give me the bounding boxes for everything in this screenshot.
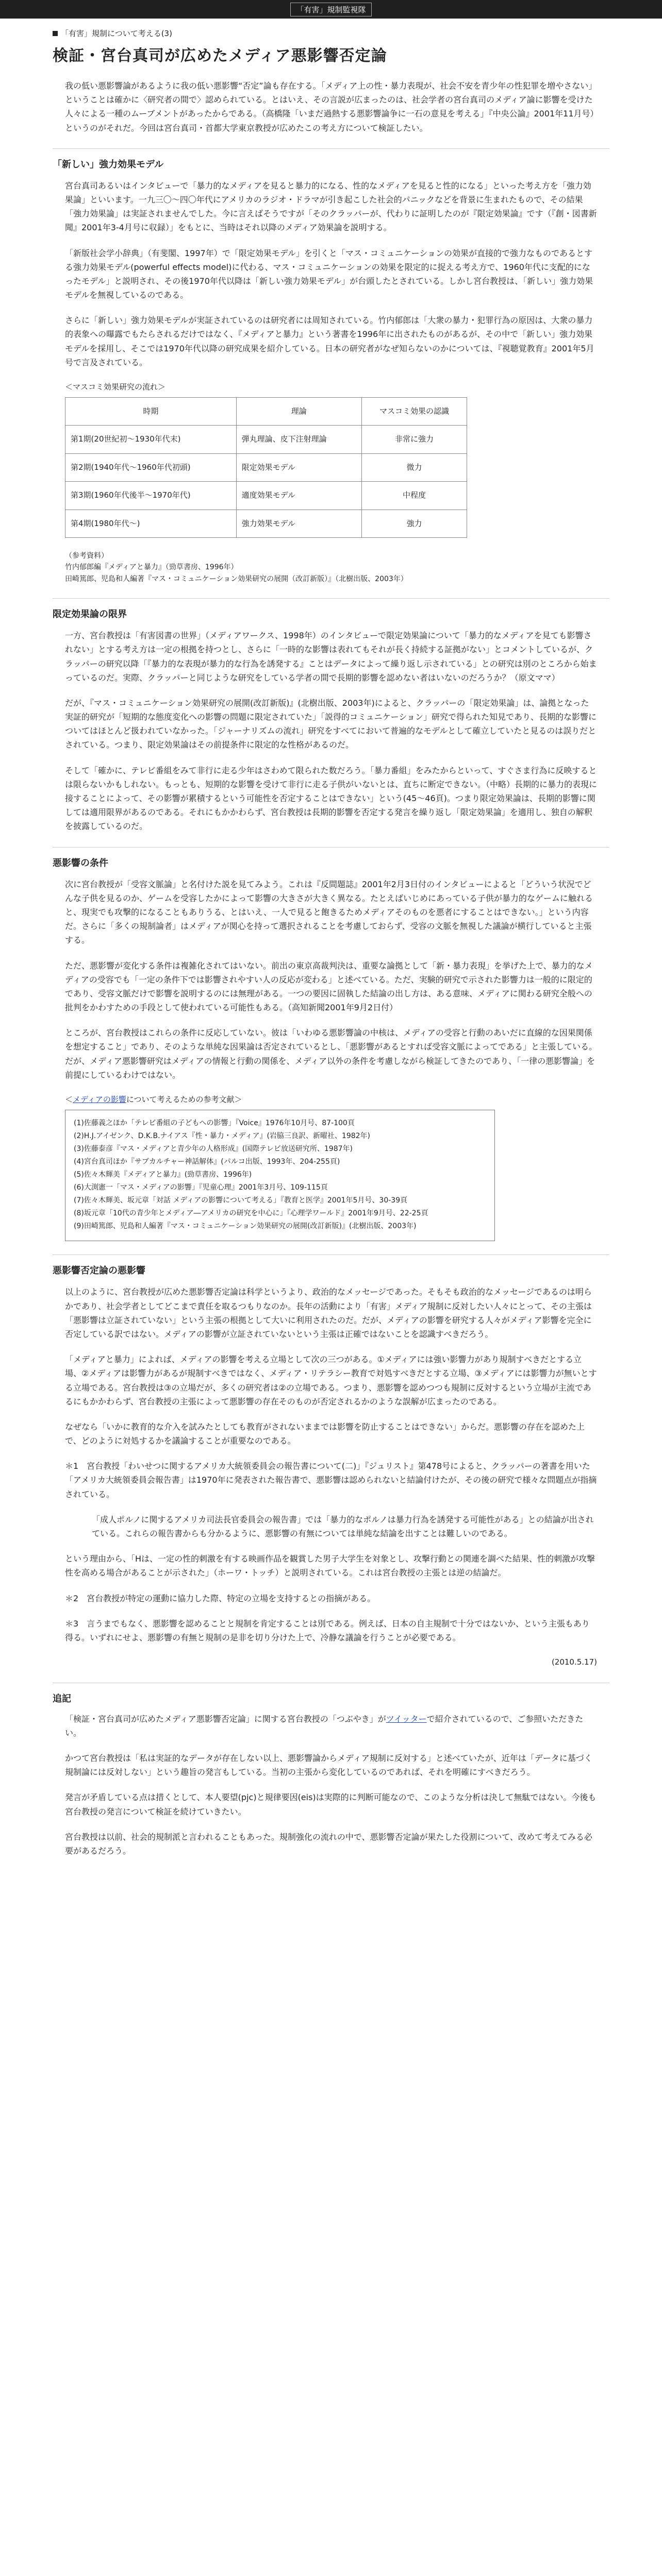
reference-item: (8)坂元章「10代の青少年とメディア―アメリカの研究を中心に」『心理学ワールド』2001年9月号、22-25頁 — [74, 1209, 428, 1218]
table-cell: 非常に強力 — [361, 426, 467, 454]
twitter-link[interactable]: ツイッター — [386, 1714, 427, 1724]
site-tag-link[interactable]: 「有害」規制監視隊 — [290, 3, 371, 16]
table-row — [65, 453, 467, 482]
references — [65, 550, 597, 585]
table-cell: 中程度 — [361, 482, 467, 510]
reference-item: (3)佐藤泰彦『マス・メディアと青少年の人格形成』(国際テレビ放送研究所、1987年) — [74, 1144, 353, 1153]
reference-item: (6)大渕憲一「マス・メディアの影響」『児童心理』2001年3月号、109-115頁 — [74, 1183, 328, 1192]
section-heading: 「新しい」強力効果モデル — [53, 159, 164, 170]
footnote: ＊3 言うまでもなく、悪影響を認めることと規制を肯定することは別である。例えば、日本の自主規制で十分ではないか、という主張もあり得る。いずれにせよ、悪影響の有無と規制の是非を切り分けた上で、冷静な議論を行うことが必要である。 — [65, 1618, 590, 1642]
paragraph: 宮台真司あるいはインタビューで「暴力的なメディアを見ると暴力的になる、性的なメディアを見ると性的になる」といった考え方を「強力効果論」といいます。一九三〇〜四〇年代にアメリカのラジオ・ドラマが引き起こした社会的パニックなどを背景に生まれたもので、その結果「強力効果論」は実証されませんでした。今に言えばそうですが「そのクラッパーが、代わりに証明したのが『限定効果論』です（『創・図書新聞』2001年3-4月号に収録）」をもとに、当時はそれ以降のメディア効果論を説明する。 — [65, 180, 597, 233]
table-cell: 第3期(1960年代後半〜1970年代) — [65, 482, 237, 510]
table-header-row — [65, 397, 467, 426]
table-cell: 弾丸理論、皮下注射理論 — [236, 426, 361, 454]
paragraph: なぜなら「いかに教育的な介入を試みたとしても教育がされないままでは影響を防止することはできない」からだ。悪影響の存在を認めた上で、どのように対処するかを議論することが重要なのである。 — [65, 1421, 585, 1446]
reference-item: (5)佐々木輝美『メディアと暴力』(勁草書房、1996年) — [74, 1170, 252, 1179]
paragraph: 「新版社会学小辞典」（有斐閣、1997年）で「限定効果モデル」を引くと「マス・コミュニケーションの効果が直接的で強力なものであるとする強力効果モデル(powerful effects model)に代わる、マス・コミュニケーションの効果を限定的に捉える考え方で、1960年代に支配的になったモデル」と説明され、その後1970年代以降は「新しい強力効果モデル」が台頭したとされている。しかし宮台教授は、「新しい」強力効果モデルを無視しているのである。 — [65, 248, 593, 300]
reference-item: (4)宮台真司ほか『サブカルチャー神話解体』(パルコ出版、1993年、204-255頁) — [74, 1157, 340, 1166]
footnote: ＊2 宮台教授が特定の運動に協力した際、特定の立場を支持するとの指摘がある。 — [65, 1593, 376, 1603]
table-cell: 強力効果モデル — [236, 510, 361, 538]
section-heading: 悪影響の条件 — [53, 857, 108, 869]
paragraph: だが、『マス・コミュニケーション効果研究の展開(改訂新版)』(北樹出版、2003年)によると、クラッパーの「限定効果論」は、論拠となった実証的研究が「短期的な態度変化への影響の問題に限定されていた」「説得的コミュニケーション」研究で得られた知見であり、長期的な影響についてはほとんど扱われていなかった。「ジャーナリズムの流れ」研究をすべてにおいて普遍的なモデルとして確立していたと見るのは誤りだとされている。つまり、限定効果論はその前提条件に限定的な性格があるのだ。 — [65, 698, 597, 750]
intro-paragraph: 我の低い悪影響論があるように我の低い悪影響“否定”論も存在する。「メディア上の性・暴力表現が、社会不安を青少年の性犯罪を増やさない」ということは確かに〈研究者の間で〉認められている。とはいえ、その言説が広まったのは、社会学者の宮台真司のメディア論に影響を受けた人々による一種のムーブメントがあったからである。（高橋隆「いまだ過熱する悪影響論争に一石の意見を考える」『中央公論』2001年11月号）というのがそれだ。今回は宮台真司・首都大学東京教授が広めたこの考え方について検証したい。 — [65, 81, 597, 133]
media-influence-link[interactable]: メディアの影響 — [73, 1095, 126, 1105]
paragraph: 発言が矛盾している点は措くとして、本人要望(pjc)と規律要因(eis)は実際的に判断可能なので、このような分析は決して無駄ではない。今後も宮台教授の発言について検証を続けていきたい。 — [65, 1792, 597, 1817]
table-cell: 適度効果モデル — [236, 482, 361, 510]
paragraph: 一方、宮台教授は「有害図書の世界」（メディアワークス、1998年）のインタビューで限定効果論について「暴力的なメディアを見ても影響されない」とする考え方は一定の根拠を持つとし、さらに「一時的な影響は表れてもそれが長く持続する証拠がない」とコメントしているが、クラッパーの研究以降「『暴力的な表現が暴力的な行為を誘発する』ことはデータによって繰り返し示されている」との研究は別のところから始まっているのだ。実際、クラッパーと同じような研究をしている学者の間で長期的影響を認めない者はいないのだろうか？（原文ママ） — [65, 631, 597, 683]
reference-item: (9)田崎篤郎、児島和人編著『マス・コミュニケーション効果研究の展開(改訂新版)』(北樹出版、2003年) — [74, 1222, 417, 1231]
table-cell: 強力 — [361, 510, 467, 538]
paragraph: 「メディアと暴力」によれば、メディアの影響を考える立場として次の三つがある。①メディアには強い影響力があり規制すべきだとする立場、②メディアは影響力があるが規制すべきではなく、メディア・リテラシー教育で対処すべきだとする立場、③メディアには影響力が無いとする立場である。宮台教授は③の立場だが、多くの研究者は②の立場である。つまり、悪影響を認めつつも規制に反対するという立場が主流であるにもかかわらず、宮台教授の主張によって悪影響の存在そのものが否定されるかのような誤解が広まったのである。 — [65, 1354, 597, 1406]
section-heading: 限定効果論の限界 — [53, 609, 127, 620]
table-row — [65, 482, 467, 510]
table-caption: ＜マスコミ効果研究の流れ＞ — [65, 382, 166, 392]
table-cell: 限定効果モデル — [236, 453, 361, 482]
table-cell: 微力 — [361, 453, 467, 482]
paragraph: ところが、宮台教授はこれらの条件に反応していない。彼は「いわゆる悪影響論の中核は、メディアの受容と行動のあいだに直線的な因果関係を想定すること」であり、そのような単純な因果論は否定されているとし、「悪影響があるとすれば受容文脈によってである」と主張している。だが、メディア悪影響研究はメディアの情報と行動の関係を、メディア以外の条件を考慮しながら検証してきたのであり、「一律の悪影響論」を前提にしているわけではない。 — [65, 1028, 598, 1080]
section-conditions — [53, 847, 609, 1242]
post-date: (2010.5.17) — [551, 1657, 597, 1667]
reference-item: 竹内郁郎編『メディアと暴力』（勁草書房、1996年） — [65, 563, 238, 572]
table-cell: 第1期(20世紀初〜1930年代末) — [65, 426, 237, 454]
section-limited-effects — [53, 598, 609, 833]
table-header: マスコミ効果の認識 — [361, 397, 467, 426]
paragraph: 宮台教授は以前、社会的規制派と言われることもあった。規制強化の流れの中で、悪影響否定論が果たした役割について、改めて考えてみる必要があるだろう。 — [65, 1832, 592, 1856]
series-label: 「有害」規制について考える(3) — [53, 28, 609, 39]
paragraph: そして「確かに、テレビ番組をみて非行に走る少年はさわめて限られた数だろう。「暴力番組」をみたからといって、すぐさま行為に反映するとは限らないかもしれない。もっとも、短期的な影響を受けて非行に走る子供がいないとは、直ちに断定できない。（中略）長期的に暴力的表現に接することによって、その影響が累積するという可能性を否定することはできない」という(45〜46頁)。つまり限定効果論は、長期的影響に関しては適用限界があるのである。それにもかかわらず、宮台教授は長期的影響を否定する発言を繰り返し「限定効果論」を適用し、独自の解釈を披露しているのだ。 — [65, 765, 598, 832]
paragraph: 「検証・宮台真司が広めたメディア悪影響否定論」に関する宮台教授の「つぶやき」がツイッターで紹介されているので、ご参照いただきたい。 — [65, 1714, 584, 1738]
paragraph: という理由から、「Hは、一定の性的刺激を有する映画作品を観賞した男子大学生を対象とし、攻撃行動との関連を調べた結果、性的刺激が攻撃性を高める場合があることが示された」（ホーワ・トッチ）と説明されている。これは宮台教授の主張とは逆の結論だ。 — [65, 1554, 595, 1578]
article — [53, 19, 609, 1890]
paragraph: ただ、悪影響が変化する条件は複雑化されてはいない。前出の東京高裁判決は、重要な論拠として「新・暴力表現」を挙げた上で、暴力的なメディアの受容でも「一定の条件下では影響されやすい人の反応が変わる」と述べている。ただ、実験的研究で示された影響力は一般的に限定的であり、受容文脈だけで影響を説明するのには無理がある。一つの要因に固執した結論の出し方は、ある意味、メディアに関わる研究全般への批判をかわすための手段として使われている可能性もある。（高知新聞2001年9月2日付） — [65, 960, 593, 1013]
section-addendum — [53, 1683, 609, 1858]
table-cell: 第2期(1940年代〜1960年代初頭) — [65, 453, 237, 482]
effects-table — [65, 397, 467, 538]
section-strong-effects — [53, 148, 609, 585]
page-title: 検証・宮台真司が広めたメディア悪影響否定論 — [53, 47, 387, 65]
paragraph: かつて宮台教授は「私は実証的なデータが存在しない以上、悪影響論からメディア規制に反対する」と述べていたが、近年は「データに基づく規制論には反対しない」という趣旨の発言もしている。当初の主張から変化しているのであれば、それを明確にすべきだろう。 — [65, 1753, 592, 1777]
paragraph: 次に宮台教授が「受容文脈論」と名付けた説を見てみよう。これは『反間題誌』2001年2月3日付のインタビューによると「どういう状況でどんな子供を見るのか、ゲームを受容したかによって影響の大きさが大きく異なる。たとえばいじめにあっている子供が暴力的なゲームに触れると、現実でも攻撃的になることもありうる、とはいえ、一人で見ると飽きるためメディアそのものを悪者にすることはできない。」という内容だ。さらに「多くの規制論者」はメディアが関心を持って選択されることを考慮しておらず、受容の文脈を無視した議論が横行していると主張する。 — [65, 879, 593, 945]
section-denial-effects — [53, 1255, 609, 1669]
top-bar — [0, 0, 662, 19]
table-header: 時期 — [65, 397, 237, 426]
table-row — [65, 510, 467, 538]
reference-item: 田崎篤郎、児島和人編著『マス・コミュニケーション効果研究の展開（改訂新版）』（北樹出版、2003年） — [65, 574, 408, 583]
paragraph: 以上のように、宮台教授が広めた悪影響否定論は科学というより、政治的なメッセージであった。そもそも政治的なメッセージであるのは明らかであり、社会学者としてどこまで責任を取るつもりなのか。長年の活動により「有害」メディア規制に反対したい人々にとって、その主張は「悪影響は立証されていない」という主張の根拠として大いに利用されたのだ。だが、メディアの影響を研究する人々がメディア影響を完全に否定している訳ではない。メディアの影響が立証されていないという主張は正確ではないことを認識すべきだろう。 — [65, 1287, 592, 1339]
reference-box — [65, 1110, 495, 1242]
reference-item: (7)佐々木輝美、坂元章「対話 メディアの影響について考える」『教育と医学』2001年5月号、30-39頁 — [74, 1196, 408, 1205]
table-cell: 第4期(1980年代〜) — [65, 510, 237, 538]
reference-label: （参考資料） — [65, 552, 108, 560]
table-header: 理論 — [236, 397, 361, 426]
footnote-quote: 「成人ポルノに関するアメリカ司法長官委員会の報告書」では「暴力的なポルノは暴力行為を誘発する可能性がある」との結論が出されている。これらの報告書からも分かるように、悪影響の有無については単純な結論を出すことは難しいのである。 — [92, 1514, 594, 1539]
section-heading: 悪影響否定論の悪影響 — [53, 1265, 145, 1277]
footnote: ＊1 宮台教授「わいせつに関するアメリカ大統領委員会の報告書について(二)」『ジュリスト』第478号によると、クラッパーの著書を用いた「アメリカ大統領委員会報告書」は1970年に発表された報告書で、悪影響は認められないと結論付けたが、その後の研究で様々な問題点が指摘されている。 — [65, 1461, 597, 1499]
table-row — [65, 426, 467, 454]
intro — [53, 79, 609, 135]
reference-item: (2)H.J.アイゼンク、D.K.B.ナイアス『性・暴力・メディア』(岩脇三良訳、新曜社、1982年) — [74, 1131, 371, 1140]
box-caption: ＜メディアの影響について考えるための参考文献＞ — [65, 1095, 242, 1105]
reference-item: (1)佐藤義之ほか「テレビ番組の子どもへの影響」『Voice』1976年10月号、87-100頁 — [74, 1118, 355, 1127]
section-heading: 追記 — [53, 1693, 71, 1704]
bullet-square-icon — [53, 31, 58, 36]
paragraph: さらに「新しい」強力効果モデルが実証されているのは研究者には周知されている。竹内郁郎は「大衆の暴力・犯罪行為の原因は、大衆の暴力的表象への曝露でもたらされるだけではなく、『メディアと暴力』という著書を1996年に出されたものがあるが、その中で「新しい」強力効果モデルを採用し、そこでは1970年代以降の研究成果を紹介している。日本の研究者がなぜ知らないのかについては、『視聴覚教育』2001年5月号で言及されている。 — [65, 315, 594, 367]
